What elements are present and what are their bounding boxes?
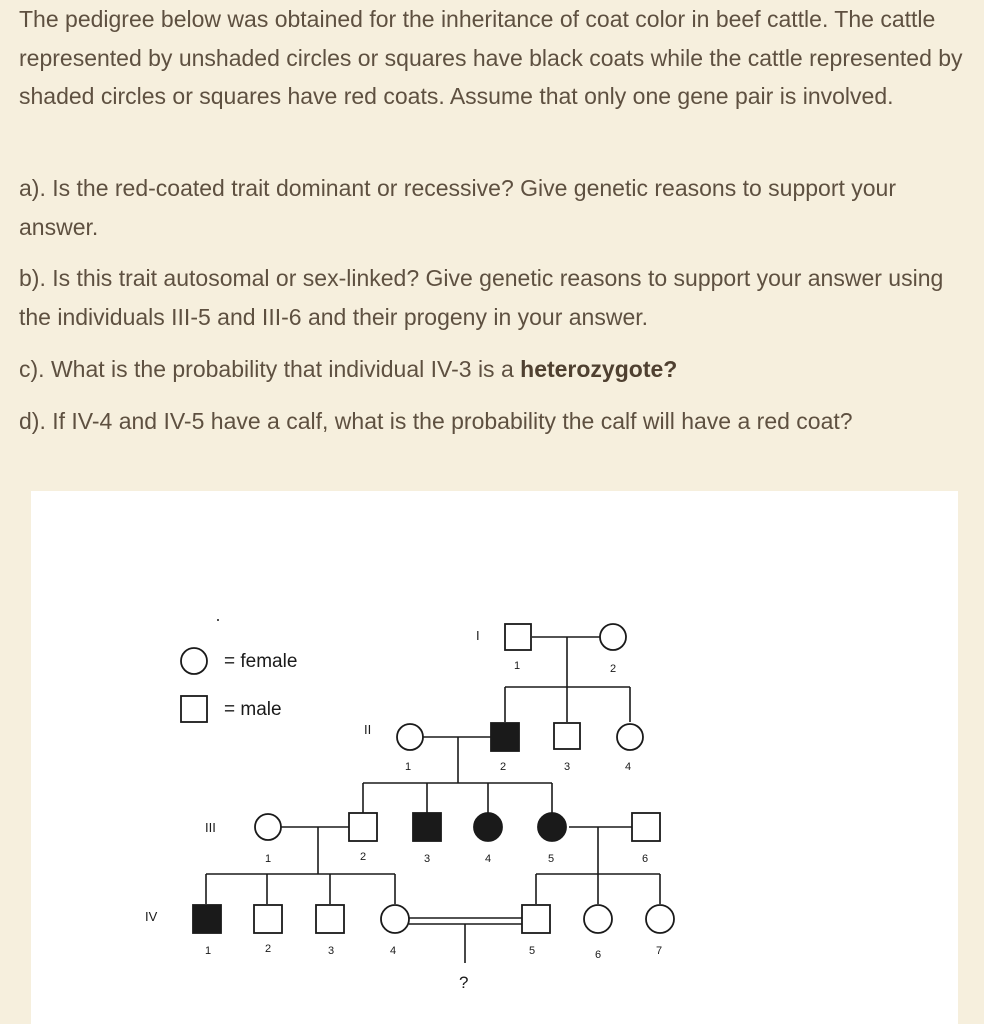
legend-female-label: = female <box>224 651 298 672</box>
number-III-1: 1 <box>265 853 272 865</box>
individual-III-2 <box>349 813 377 841</box>
individual-III-6 <box>632 813 660 841</box>
number-IV-7: 7 <box>656 945 663 957</box>
part-a-question: a). Is the red-coated trait dominant or recessive? Give genetic reasons to support your answer. <box>19 175 896 240</box>
number-IV-5: 5 <box>529 945 536 957</box>
individual-IV-2 <box>254 905 282 933</box>
number-III-4: 4 <box>485 853 492 865</box>
individual-III-3 <box>413 813 441 841</box>
number-III-6: 6 <box>642 853 649 865</box>
number-IV-1: 1 <box>205 945 212 957</box>
part-b-question: b). Is this trait autosomal or sex-linked? Give genetic reasons to support your answer using the individuals III-5 and III-6 and their progeny in your answer. <box>19 265 944 330</box>
pedigree-chart <box>31 491 958 1024</box>
part-d-question: d). If IV-4 and IV-5 have a calf, what is the probability the calf will have a red coat? <box>19 408 853 434</box>
number-II-4: 4 <box>625 761 632 773</box>
individual-III-1 <box>255 814 281 840</box>
stray-dot <box>217 619 219 621</box>
generation-label-III: III <box>205 820 216 835</box>
individual-III-4 <box>474 813 502 841</box>
individual-I-1 <box>505 624 531 650</box>
individual-IV-4 <box>381 905 409 933</box>
individual-II-4 <box>617 724 643 750</box>
number-II-1: 1 <box>405 761 412 773</box>
number-III-3: 3 <box>424 853 431 865</box>
generation-label-II: II <box>364 722 372 737</box>
generation-label-IV: IV <box>145 909 158 924</box>
individual-IV-5 <box>522 905 550 933</box>
intro-paragraph: The pedigree below was obtained for the inheritance of coat color in beef cattle. The cattle represented by unshaded circles or squares have black coats while the cattle represented by shaded circles or squares have red coats. Assume that only one gene pair is involved. <box>19 6 963 109</box>
number-II-2: 2 <box>500 761 507 773</box>
number-IV-4: 4 <box>390 945 397 957</box>
number-IV-2: 2 <box>265 943 272 955</box>
individual-II-1 <box>397 724 423 750</box>
number-IV-6: 6 <box>595 949 602 961</box>
legend-male-label: = male <box>224 699 282 720</box>
number-III-2: 2 <box>360 851 367 863</box>
number-II-3: 3 <box>564 761 571 773</box>
legend-male-symbol <box>181 696 207 722</box>
part-c-text: c). What is the probability that individual IV-3 is a <box>19 356 521 382</box>
number-I-2: 2 <box>610 663 617 675</box>
part-c-question <box>19 350 677 389</box>
unknown-offspring-mark: ? <box>459 973 469 992</box>
individual-I-2 <box>600 624 626 650</box>
individual-IV-6 <box>584 905 612 933</box>
number-III-5: 5 <box>548 853 555 865</box>
individual-II-3 <box>554 723 580 749</box>
individual-II-2 <box>491 723 519 751</box>
legend-female-symbol <box>181 648 207 674</box>
number-IV-3: 3 <box>328 945 335 957</box>
individual-III-5 <box>538 813 566 841</box>
part-c-bold-term: heterozygote? <box>520 356 678 382</box>
individual-IV-7 <box>646 905 674 933</box>
number-I-1: 1 <box>514 660 521 672</box>
pedigree-figure <box>31 491 958 1024</box>
individual-IV-1 <box>193 905 221 933</box>
individual-IV-3 <box>316 905 344 933</box>
generation-label-I: I <box>476 628 480 643</box>
